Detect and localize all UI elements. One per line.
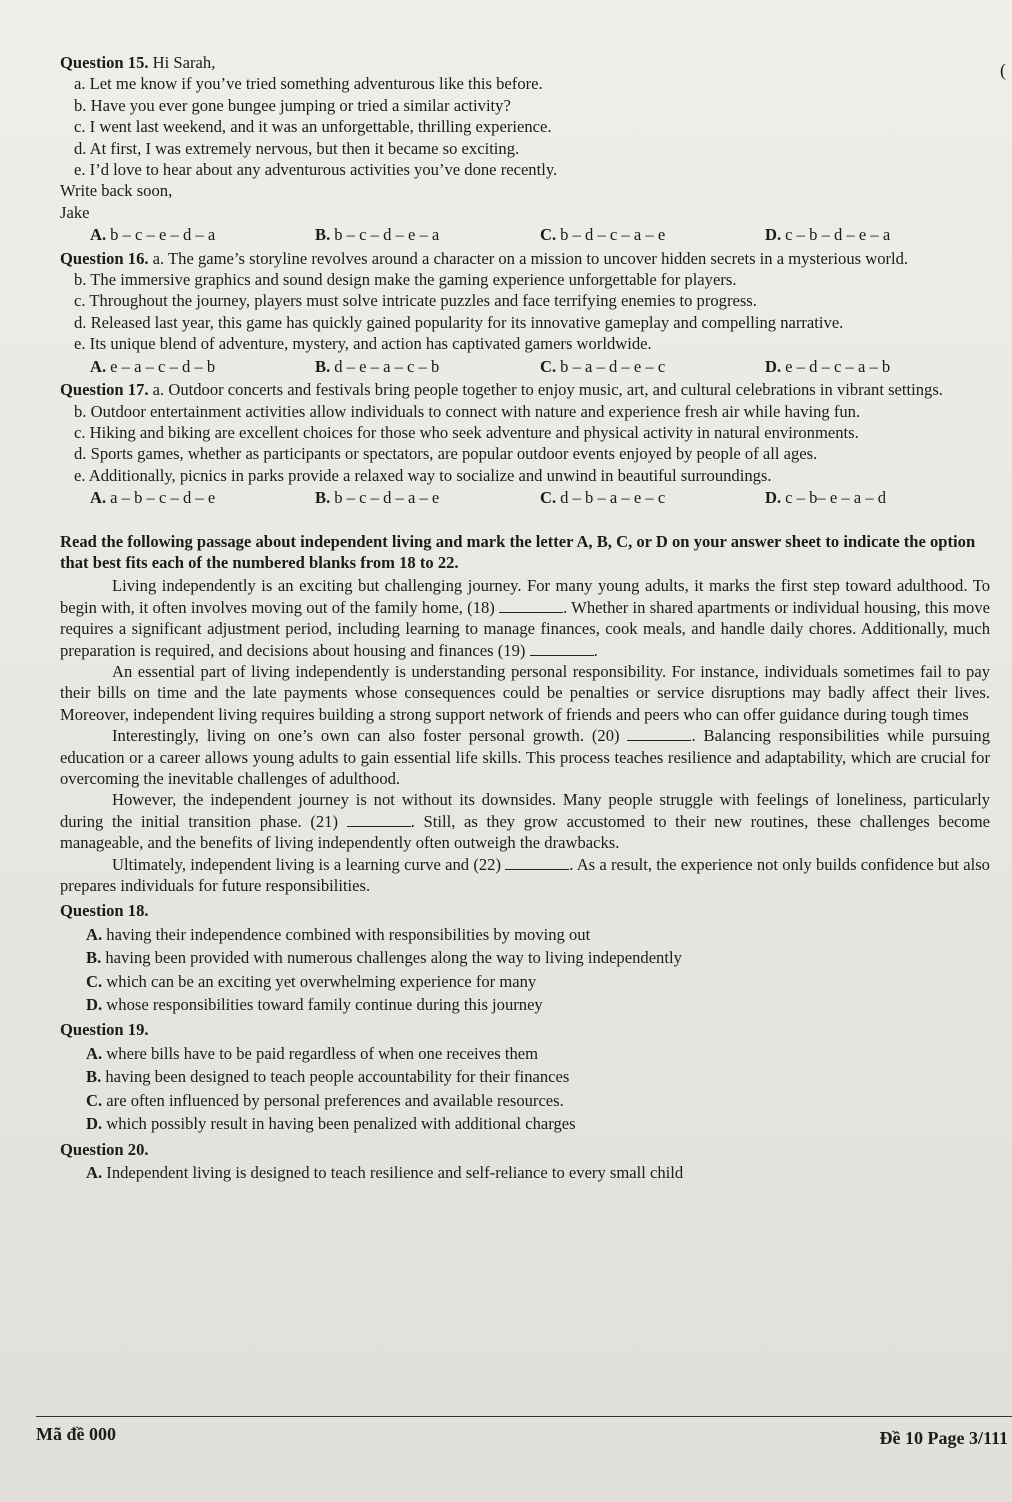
- q16-line-b: b. The immersive graphics and sound design make the gaming experience unforgettable for players.: [74, 270, 737, 290]
- q17-line-c: c. Hiking and biking are excellent choices for those who seek adventure and physical activity in natural environments.: [74, 422, 859, 442]
- q18-answer-b[interactable]: B. having been provided with numerous challenges along the way to living independently: [86, 948, 682, 968]
- q20-answer-a[interactable]: A. Independent living is designed to teach resilience and self-reliance to every small child: [86, 1162, 684, 1182]
- passage-paragraph-2: An essential part of living independently is understanding personal responsibility. For instance, individuals sometimes fail to pay their bills on time and the late payments whose consequences could be penalties or service disruptions may badly affect their lives. Moreover, independent living requires building a strong support network of friends and peers who can offer guidance during tough times: [60, 661, 990, 724]
- question-20: [60, 1139, 990, 1184]
- q15-line-a: a. Let me know if you’ve tried something adventurous like this before.: [74, 74, 543, 94]
- q19-answer-a[interactable]: A. where bills have to be paid regardless of when one receives them: [86, 1043, 539, 1063]
- passage-paragraph-3: Interestingly, living on one’s own can also foster personal growth. (20) . Balancing responsibilities while pursuing education or a career allows young adults to gain essential life skills. This process teaches resilience and adaptability, which are crucial for overcoming the inevitable challenges of adulthood.: [60, 726, 990, 788]
- question-17: [60, 379, 990, 508]
- passage-paragraph-5: Ultimately, independent living is a learning curve and (22) . As a result, the experience not only builds confidence but also prepares individuals for future responsibilities.: [60, 854, 990, 896]
- q16-option-d[interactable]: D. e – d – c – a – b: [765, 356, 891, 376]
- question-18-title: Question 18.: [60, 901, 149, 921]
- question-20-title: Question 20.: [60, 1139, 149, 1159]
- exam-code: Mã đề 000: [36, 1424, 116, 1444]
- q16-line-a: a. The game’s storyline revolves around a character on a mission to uncover hidden secrets in a mysterious world.: [152, 248, 909, 268]
- q15-option-c[interactable]: C. b – d – c – a – e: [540, 225, 666, 245]
- q19-answer-d[interactable]: D. which possibly result in having been penalized with additional charges: [86, 1114, 576, 1134]
- q18-answer-a[interactable]: A. having their independence combined with responsibilities by moving out: [86, 924, 591, 944]
- corner-mark: (: [1000, 60, 1006, 80]
- q17-line-e: e. Additionally, picnics in parks provide a relaxed way to socialize and unwind in beautiful surroundings.: [74, 465, 772, 485]
- q19-answer-c[interactable]: C. are often influenced by personal preferences and available resources.: [86, 1090, 564, 1110]
- q17-option-b[interactable]: B. b – c – d – a – e: [315, 488, 440, 508]
- question-18: [60, 900, 990, 1015]
- q15-options: [60, 224, 990, 245]
- q15-line-d: d. At first, I was extremely nervous, but then it became so exciting.: [74, 138, 520, 158]
- question-16-title: Question 16.: [60, 248, 149, 268]
- q15-line-b: b. Have you ever gone bungee jumping or tried a similar activity?: [74, 95, 511, 115]
- passage-paragraph-1: Living independently is an exciting but challenging journey. For many young adults, it marks the first step toward adulthood. To begin with, it often involves moving out of the family home, (18) . Whether in shared apartments or individual housing, this move requires a significant adjustment period, including learning to manage finances, cook meals, and handle daily chores. Additionally, much preparation is required, and decisions about housing and finances (19) .: [60, 576, 990, 660]
- question-19-title: Question 19.: [60, 1020, 149, 1040]
- passage: [60, 575, 990, 896]
- question-17-title: Question 17.: [60, 380, 149, 400]
- q15-line-c: c. I went last weekend, and it was an unforgettable, thrilling experience.: [74, 117, 552, 137]
- q17-option-d[interactable]: D. c – b– e – a – d: [765, 488, 887, 508]
- blank-18: [499, 598, 563, 613]
- question-15-greeting: Hi Sarah,: [152, 53, 216, 72]
- question-15-title: Question 15.: [60, 53, 149, 72]
- passage-paragraph-4: However, the independent journey is not without its downsides. Many people struggle with feelings of loneliness, particularly during the initial transition phase. (21) . Still, as they grow accustomed to their new routines, these challenges become manageable, and the benefits of living independently often outweigh the drawbacks.: [60, 790, 990, 853]
- q17-option-a[interactable]: A. a – b – c – d – e: [90, 488, 216, 508]
- q16-line-d: d. Released last year, this game has quickly gained popularity for its innovative gameplay and compelling narrative.: [74, 312, 844, 332]
- q15-option-b[interactable]: B. b – c – d – e – a: [315, 225, 440, 245]
- question-16: [60, 248, 990, 377]
- blank-19: [530, 641, 594, 656]
- reading-instruction: Read the following passage about independent living and mark the letter A, B, C, or D on your answer sheet to indicate the option that best fits each of the numbered blanks from 18 to 22.: [60, 531, 976, 572]
- page-content: [60, 52, 990, 1185]
- q17-line-b: b. Outdoor entertainment activities allow individuals to connect with nature and experience fresh air while having fun.: [74, 401, 861, 421]
- page-number: Đề 10 Page 3/111: [879, 1428, 1008, 1448]
- blank-21: [347, 812, 411, 827]
- q17-options: [60, 487, 990, 508]
- question-19: [60, 1019, 990, 1134]
- q15-signature: Jake: [60, 202, 90, 222]
- q16-option-a[interactable]: A. e – a – c – d – b: [90, 356, 216, 376]
- q16-line-e: e. Its unique blend of adventure, mystery, and action has captivated gamers worldwide.: [74, 334, 652, 354]
- blank-22: [505, 855, 569, 870]
- q16-options: [60, 356, 990, 377]
- q19-answer-b[interactable]: B. having been designed to teach people accountability for their finances: [86, 1067, 570, 1087]
- blank-20: [627, 726, 691, 741]
- q15-closing: Write back soon,: [60, 181, 173, 201]
- q15-line-e: e. I’d love to hear about any adventurous activities you’ve done recently.: [74, 160, 558, 180]
- q18-answer-c[interactable]: C. which can be an exciting yet overwhelming experience for many: [86, 971, 537, 991]
- q17-line-a: a. Outdoor concerts and festivals bring people together to enjoy music, art, and cultural celebrations in vibrant settings.: [152, 380, 943, 400]
- q17-option-c[interactable]: C. d – b – a – e – c: [540, 488, 666, 508]
- q16-option-c[interactable]: C. b – a – d – e – c: [540, 356, 666, 376]
- q16-option-b[interactable]: B. d – e – a – c – b: [315, 356, 440, 376]
- q16-line-c: c. Throughout the journey, players must solve intricate puzzles and face terrifying enemies to progress.: [74, 291, 757, 311]
- question-15: [60, 52, 990, 246]
- q15-option-d[interactable]: D. c – b – d – e – a: [765, 225, 891, 245]
- q18-answer-d[interactable]: D. whose responsibilities toward family continue during this journey: [86, 995, 543, 1015]
- q17-line-d: d. Sports games, whether as participants or spectators, are popular outdoor events enjoyed by people of all ages.: [74, 444, 818, 464]
- footer-divider: [36, 1416, 1012, 1417]
- q15-option-a[interactable]: A. b – c – e – d – a: [90, 225, 216, 245]
